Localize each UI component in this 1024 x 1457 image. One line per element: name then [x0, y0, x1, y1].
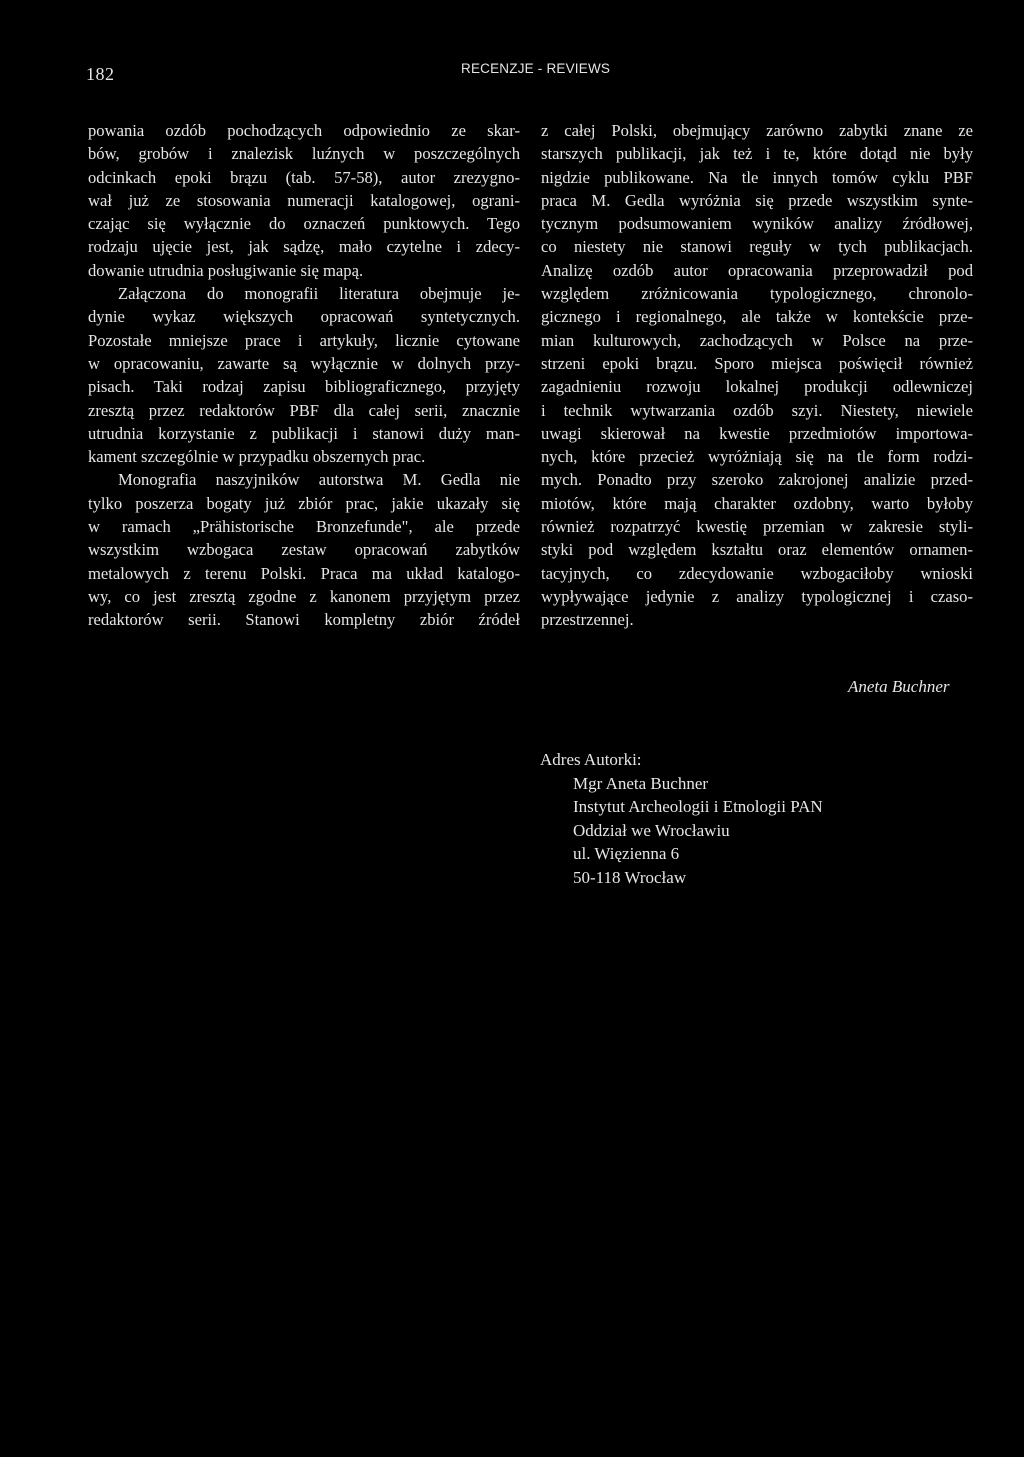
right-column [541, 119, 973, 632]
text-line: praca M. Gedla wyróżnia się przede wszystkim synte- [541, 190, 973, 210]
author-address [540, 748, 823, 889]
text-line: wał już ze stosowania numeracji katalogowej, ograni- [88, 190, 520, 210]
text-line: pisach. Taki rodzaj zapisu bibliograficznego, przyjęty [88, 377, 520, 397]
text-line: tylko poszerza bogaty już zbiór prac, jakie ukazały się [88, 493, 520, 513]
text-line: w opracowaniu, zawarte są wyłącznie w dolnych przy- [88, 353, 520, 373]
text-line: kament szczególnie w przypadku obszernych prac. [88, 447, 426, 467]
text-line: redaktorów serii. Stanowi kompletny zbiór źródeł [88, 610, 520, 630]
text-line: dowanie utrudnia posługiwanie się mapą. [88, 260, 364, 280]
text-line: przestrzennej. [541, 610, 634, 630]
text-line: dynie wykaz większych opracowań syntetycznych. [88, 307, 520, 327]
text-line: utrudnia korzystanie z publikacji i stanowi duży man- [88, 423, 520, 443]
text-line: czając się wyłącznie do oznaczeń punktowych. Tego [88, 214, 520, 234]
page-number: 182 [86, 64, 115, 84]
text-line: tacyjnych, co zdecydowanie wzbogaciłoby wnioski [541, 563, 973, 583]
address-line-branch: Oddział we Wrocławiu [573, 820, 730, 840]
text-line: wszystkim wzbogaca zestaw opracowań zabytków [88, 540, 520, 560]
author-signature: Aneta Buchner [848, 677, 950, 696]
text-line: Pozostałe mniejsze prace i artykuły, licznie cytowane [88, 330, 520, 350]
text-line: Analizę ozdób autor opracowania przeprowadził pod [541, 260, 973, 280]
text-line: Monografia naszyjników autorstwa M. Gedla nie [118, 470, 520, 490]
left-column [88, 119, 520, 632]
text-line: bów, grobów i znalezisk luźnych w poszczególnych [88, 144, 520, 164]
text-line: również rozpatrzyć kwestię przemian w zakresie styli- [541, 517, 973, 537]
text-line: mian kulturowych, zachodzących w Polsce na prze- [541, 330, 973, 350]
text-line: metalowych z terenu Polski. Praca ma układ katalogo- [88, 563, 520, 583]
text-line: mych. Ponadto przy szeroko zakrojonej analizie przed- [541, 470, 973, 490]
running-header: RECENZJE - REVIEWS [461, 61, 611, 76]
text-line: nigdzie publikowane. Na tle innych tomów cyklu PBF [541, 167, 973, 187]
text-line: tycznym podsumowaniem wyników analizy źródłowej, [541, 214, 973, 234]
text-line: powania ozdób pochodzących odpowiednio ze skar- [88, 121, 520, 140]
text-line: wy, co jest zresztą zgodne z kanonem przyjętym przez [88, 586, 520, 606]
address-line-city: 50-118 Wrocław [573, 867, 687, 887]
text-line: starszych publikacji, jak też i te, które dotąd nie były [541, 144, 973, 164]
text-line: i technik wytwarzania ozdób szyi. Niestety, niewiele [541, 400, 973, 420]
text-line: rodzaju ujęcie jest, jak sądzę, mało czytelne i zdecy- [88, 237, 520, 257]
text-line: styki pod względem kształtu oraz elementów ornamen- [541, 540, 973, 560]
text-line: gicznego i regionalnego, ale także w kontekście prze- [541, 307, 973, 327]
address-line-institute: Instytut Archeologii i Etnologii PAN [573, 797, 823, 816]
text-line: strzeni epoki brązu. Sporo miejsca poświęcił również [541, 353, 973, 373]
text-line: z całej Polski, obejmujący zarówno zabytki znane ze [541, 121, 973, 140]
text-line: wypływające jedynie z analizy typologicznej i czaso- [541, 586, 973, 606]
text-line: Załączona do monografii literatura obejmuje je- [118, 284, 520, 304]
text-line: względem zróżnicowania typologicznego, chronolo- [541, 284, 973, 304]
text-line: w ramach „Prähistorische Bronzefunde", ale przede [88, 517, 520, 537]
address-line-street: ul. Więzienna 6 [573, 844, 680, 863]
text-line: zagadnieniu rozwoju lokalnej produkcji odlewniczej [541, 377, 973, 397]
text-line: uwagi skierował na kwestie przedmiotów importowa- [541, 423, 973, 443]
text-line: co niestety nie stanowi reguły w tych publikacjach. [541, 237, 973, 257]
text-line: odcinkach epoki brązu (tab. 57-58), autor zrezygno- [88, 167, 520, 187]
address-heading: Adres Autorki: [540, 750, 642, 769]
address-line-name: Mgr Aneta Buchner [573, 773, 709, 793]
text-line: miotów, które mają charakter ozdobny, warto byłoby [541, 493, 973, 513]
text-line: zresztą przez redaktorów PBF dla całej serii, znacznie [88, 400, 520, 420]
text-line: nych, które przecież wyróżniają się na tle form rodzi- [541, 447, 973, 467]
